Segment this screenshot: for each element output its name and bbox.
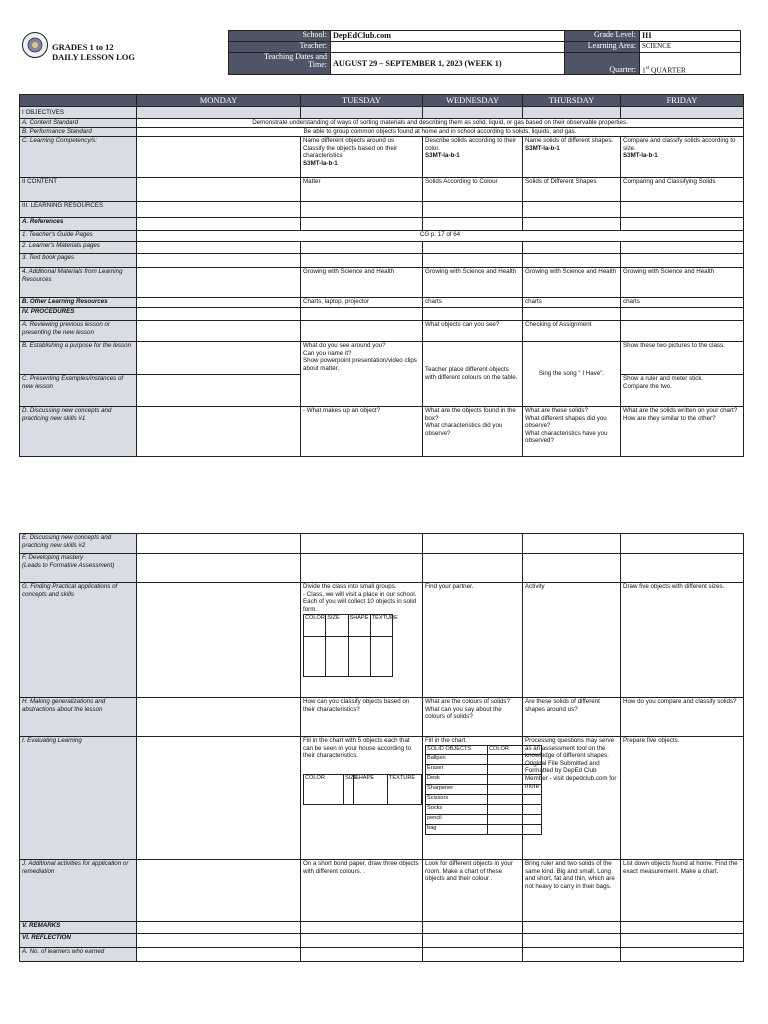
objectives-title: I OBJECTIVES xyxy=(20,107,137,119)
title-line2: DAILY LESSON LOG xyxy=(52,52,135,62)
textbook-label: 3. Text book pages xyxy=(20,254,137,268)
dates-label-line1: Teaching Dates and xyxy=(264,52,327,61)
additional-materials-tue: Growing with Science and Health xyxy=(301,268,423,298)
quarter-value xyxy=(640,53,741,75)
proc-i-wed xyxy=(423,737,523,860)
remarks-label: V. REMARKS xyxy=(20,922,137,934)
proc-e-label: E. Discussing new concepts and practicing new skills #2 xyxy=(20,534,137,554)
proc-j-wed: Look for different objects in your room. Make a chart of these objects and their colour . xyxy=(423,860,523,922)
day-wednesday: WEDNESDAY xyxy=(423,95,523,107)
teacher-value xyxy=(331,42,565,53)
proc-j-thu: Bring ruler and two solids of the same kind. Big and small. Long and short, fat and thin, which are not heavy to carry in their bags. xyxy=(523,860,621,922)
solid-object-row: Eraser xyxy=(426,764,488,774)
g-col-shape: SHAPE xyxy=(348,615,370,637)
i-col-color: COLOR xyxy=(304,774,344,804)
teacher-label: Teacher: xyxy=(229,42,331,53)
proc-b-tue: What do you see around you? Can you name it? Show powerpoint presentation/video clips about matter. xyxy=(301,342,423,407)
content-standard-text: Demonstrate understanding of ways of sorting materials and describing them as solid, liquid, or gas based on their observable properties. xyxy=(137,119,744,128)
competency-label: C. Learning Competency/s: xyxy=(20,137,137,178)
area-label: Learning Area: xyxy=(565,42,640,53)
learners-earned-label: A. No. of learners who earned xyxy=(20,948,137,962)
competency-tue xyxy=(301,137,423,178)
quarter-num: 1 xyxy=(642,65,646,74)
g-characteristics-table xyxy=(303,614,398,677)
additional-materials-thu: Growing with Science and Health xyxy=(523,268,621,298)
quarter-sup: st xyxy=(645,65,650,71)
additional-materials-fri: Growing with Science and Health xyxy=(621,268,744,298)
title-line1: GRADES 1 to 12 xyxy=(52,42,114,52)
dates-label xyxy=(229,53,331,75)
g-col-color: COLOR xyxy=(304,615,326,637)
competency-thu-text: Name solids of different shapes. xyxy=(525,137,614,144)
solid-object-row: Ballpen xyxy=(426,754,488,764)
references-label: A. References xyxy=(20,218,137,231)
proc-g-fri: Draw five objects with different sizes. xyxy=(621,583,744,698)
proc-h-thu: Are these solids of different shapes around us? xyxy=(523,698,621,737)
solid-object-row: pencil xyxy=(426,814,488,824)
form-title xyxy=(52,42,135,62)
performance-standard-text: Be able to group common objects found at home and in school according to solids, liquids, and gas. xyxy=(137,128,744,137)
content-wed: Solids According to Colour xyxy=(423,178,523,202)
col-solid-objects: SOLID OBJECTS xyxy=(426,745,488,754)
deped-logo xyxy=(22,32,48,58)
solid-object-row: Socks xyxy=(426,804,488,814)
school-label: School: xyxy=(229,31,331,42)
proc-h-tue: How can you classify objects based on their characteristics? xyxy=(301,698,423,737)
procedures-title: IV. PROCEDURES xyxy=(20,308,137,321)
competency-wed xyxy=(423,137,523,178)
proc-i-label: I. Evaluating Learning xyxy=(20,737,137,860)
competency-thu xyxy=(523,137,621,178)
performance-standard-label: B. Performance Standard xyxy=(20,128,137,137)
day-thursday: THURSDAY xyxy=(523,95,621,107)
solid-object-row: Sharpener xyxy=(426,784,488,794)
other-resources-fri: charts xyxy=(621,298,744,308)
proc-b-label: B. Establishing a purpose for the lesson xyxy=(20,342,137,375)
grade-label: Grade Level: xyxy=(565,31,640,42)
g-col-texture: TEXTURE xyxy=(370,615,392,637)
proc-d-label: D. Discussing new concepts and practicing new skills #1 xyxy=(20,407,137,457)
reflection-label: VI. REFLECTION xyxy=(20,934,137,948)
quarter-word: QUARTER xyxy=(649,65,686,74)
proc-g-wed: Find your partner. xyxy=(423,583,523,698)
col-color: COLOR xyxy=(488,745,542,754)
proc-d-wed: What are the objects found in the box? What characteristics did you observe? xyxy=(423,407,523,457)
proc-j-fri: List down objects found at home. Find the exact measurement. Make a chart. xyxy=(621,860,744,922)
proc-f-label-line2: (Leads to Formative Assessment) xyxy=(22,561,115,569)
proc-g-label: G. Finding Practical applications of concepts and skills xyxy=(20,583,137,698)
proc-a-wed: What objects can you see? xyxy=(423,321,523,342)
proc-i-tue-text: Fill in the chart with 5 objects each that can be seen in your house according to their characteristics. xyxy=(303,737,412,760)
day-monday: MONDAY xyxy=(137,95,301,107)
corner-cell xyxy=(20,95,137,107)
proc-f-label-line1: F. Developing mastery xyxy=(22,554,84,561)
proc-i-tue xyxy=(301,737,423,860)
proc-g-thu: Activity xyxy=(523,583,621,698)
proc-h-label: H. Making generalizations and abstractions about the lesson xyxy=(20,698,137,737)
competency-fri xyxy=(621,137,744,178)
teachers-guide-text: CG p. 17 of 64 xyxy=(137,231,744,242)
competency-wed-text: Describe solids according to their color. xyxy=(425,137,517,152)
header-table xyxy=(228,30,741,75)
learners-materials-label: 2. Learner's Materials pages xyxy=(20,242,137,254)
lesson-table-part1 xyxy=(19,94,744,457)
proc-b-thu: Sing the song " I Have". xyxy=(523,342,621,407)
proc-g-tue xyxy=(301,583,423,698)
school-value: DepEdClub.com xyxy=(331,31,565,42)
proc-c-fri: Show a ruler and meter stick. Compare the two. xyxy=(621,375,744,407)
resources-title: III. LEARNING RESOURCES xyxy=(20,202,137,218)
i-characteristics-table xyxy=(303,774,422,805)
proc-i-wed-text: Fill in the chart. xyxy=(425,737,467,744)
proc-h-fri: How do you compare and classify solids? xyxy=(621,698,744,737)
additional-materials-label: 4. Additional Materials from Learning Resources xyxy=(20,268,137,298)
solid-object-row: Desk xyxy=(426,774,488,784)
content-standard-label: A. Content Standard xyxy=(20,119,137,128)
competency-wed-code: S3MT-Ia-b-1 xyxy=(425,152,460,160)
other-resources-wed: charts xyxy=(423,298,523,308)
proc-i-fri: Prepare five objects. xyxy=(621,737,744,860)
i-col-size: SIZE xyxy=(344,774,354,804)
proc-b-fri: Show these two pictures to the class. xyxy=(621,342,744,375)
proc-a-label: A. Reviewing previous lesson or presenting the new lesson xyxy=(20,321,137,342)
day-tuesday: TUESDAY xyxy=(301,95,423,107)
proc-d-tue: - What makes up an object? xyxy=(301,407,423,457)
competency-thu-code: S3MT-Ia-b-1 xyxy=(525,144,560,152)
competency-tue-text: Name different objects around us Classify the objects based on their characteristics xyxy=(303,137,398,160)
solid-object-row: bag xyxy=(426,824,488,834)
other-resources-tue: Charts, laptop, projector xyxy=(301,298,423,308)
proc-d-fri: What are the solids written on your chart? How are they similar to the other? xyxy=(621,407,744,457)
day-friday: FRIDAY xyxy=(621,95,744,107)
i-col-texture: TEXTURE xyxy=(388,774,422,804)
dates-value: AUGUST 29 – SEPTEMBER 1, 2023 (WEEK 1) xyxy=(331,53,565,75)
quarter-label: Quarter: xyxy=(565,53,640,75)
proc-h-wed: What are the colours of solids? What can you say about the colours of solids? xyxy=(423,698,523,737)
proc-b-wed: Teacher place different objects with different colours on the table. xyxy=(423,342,523,407)
content-tue: Matter xyxy=(301,178,423,202)
proc-d-thu: What are these solids? What different shapes did you observe? What characteristics have you observed? xyxy=(523,407,621,457)
seal-icon xyxy=(22,32,48,58)
lesson-table-part2 xyxy=(19,533,744,962)
proc-j-tue: On a short bond paper, draw three objects with different colours. . xyxy=(301,860,423,922)
proc-i-thu: Processing questions may serve as an assessment tool on the knowledge of different shapes. Original File Submitted and Formatted by DepEd Club Member - visit depedclub.com for more xyxy=(523,737,621,860)
other-resources-thu: charts xyxy=(523,298,621,308)
solid-object-row: Scissors xyxy=(426,794,488,804)
proc-g-tue-text: Divide the class into small groups. - Class, we will visit a place in our school. Each of you will collect 10 objects in solid form. xyxy=(303,583,417,613)
competency-fri-code: S3MT-Ia-b-1 xyxy=(623,152,658,160)
additional-materials-wed: Growing with Science and Health xyxy=(423,268,523,298)
competency-fri-text: Compare and classify solids according to size. xyxy=(623,137,736,152)
proc-a-thu: Checking of Assignment xyxy=(523,321,621,342)
proc-j-label: J. Additional activities for application or remediation xyxy=(20,860,137,922)
content-fri: Comparing and Classifying Solids xyxy=(621,178,744,202)
content-thu: Solids of Different Shapes xyxy=(523,178,621,202)
proc-f-label xyxy=(20,554,137,583)
area-value: SCIENCE xyxy=(640,42,741,53)
proc-c-label: C. Presenting Examples/instances of new lesson xyxy=(20,375,137,407)
teachers-guide-label: 1. Teacher's Guide Pages xyxy=(20,231,137,242)
dates-label-line2: Time: xyxy=(308,60,327,69)
grade-value: III xyxy=(640,31,741,42)
competency-tue-code: S3MT-Ia-b-1 xyxy=(303,159,338,167)
content-label: II CONTENT xyxy=(20,178,137,202)
other-resources-label: B. Other Learning Resources xyxy=(20,298,137,308)
i-col-shape: SHAPE xyxy=(354,774,388,804)
g-col-size: SIZE xyxy=(326,615,348,637)
